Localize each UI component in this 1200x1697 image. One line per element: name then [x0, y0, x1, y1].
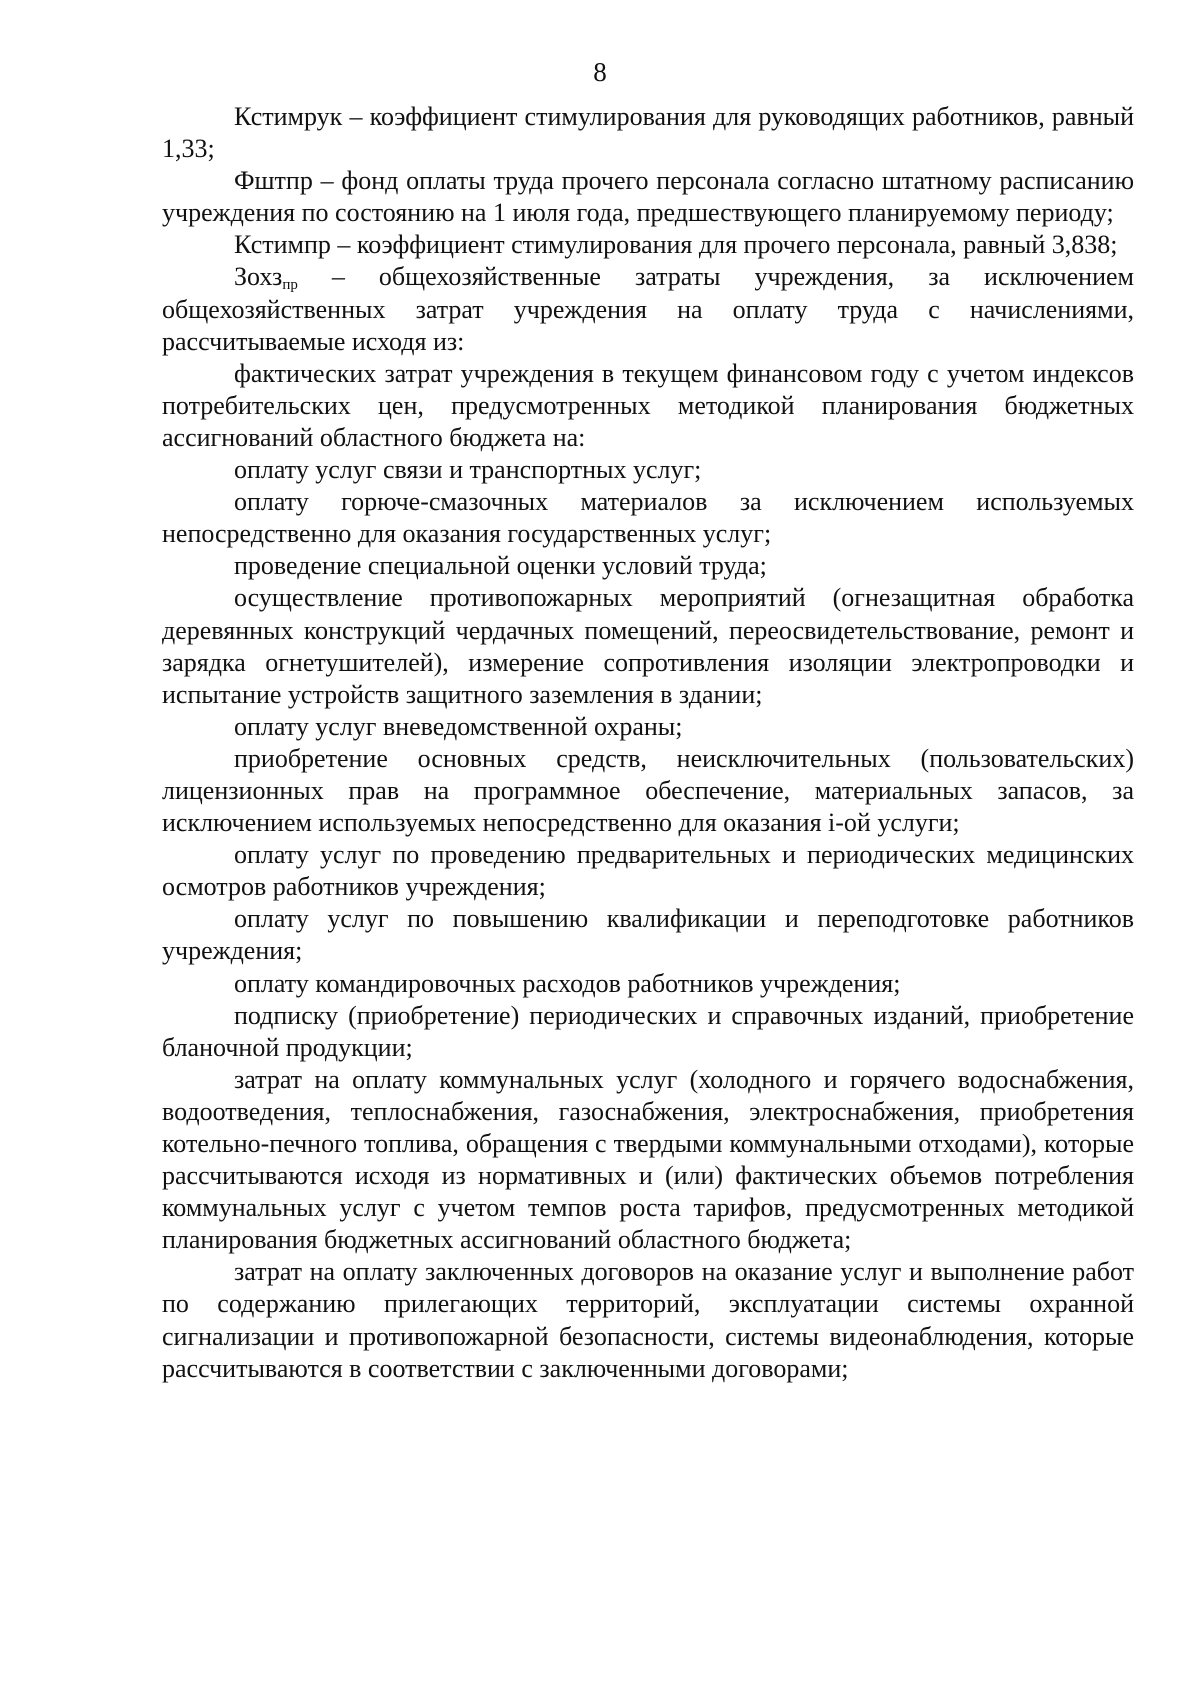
list-item-security: оплату услуг вневедомственной охраны; [234, 711, 683, 741]
list-item-labor-assessment: проведение специальной оценки условий труда; [234, 551, 767, 581]
list-item-fire-safety: осуществление противопожарных мероприятий (огнезащитная обработка деревянных конструкций чердачных помещений, переосвидетельствование, ремонт и зарядка огнетушителей), измерение сопротивления изоляции электропроводки и испытание устройств защитного заземления в здании; [162, 583, 1134, 709]
document-body [162, 101, 1134, 1385]
paragraph-fshtpr: Фштпр – фонд оплаты труда прочего персонала согласно штатному расписанию учреждения по состоянию на 1 июля года, предшествующего планируемому периоду; [162, 166, 1134, 228]
list-item-assets: приобретение основных средств, неисключительных (пользовательских) лицензионных прав на программное обеспечение, материальных запасов, за исключением используемых непосредственно для оказания i-ой услуги; [162, 743, 1134, 838]
paragraph-kstimpr: Кстимпр – коэффициент стимулирования для прочего персонала, равный 3,838; [234, 230, 1118, 260]
list-item-utilities: затрат на оплату коммунальных услуг (холодного и горячего водоснабжения, водоотведения, теплоснабжения, газоснабжения, электроснабжения, приобретения котельно-печного топлива, обращения с твердыми коммунальными отходами), которые рассчитываются исходя из нормативных и (или) фактических объемов потребления коммунальных услуг с учетом темпов роста тарифов, предусмотренных методикой планирования бюджетных ассигнований областного бюджета; [162, 1064, 1134, 1255]
list-item-medical: оплату услуг по проведению предварительных и периодических медицинских осмотров работников учреждения; [162, 840, 1134, 902]
paragraph-zohz [162, 261, 1134, 357]
page-number: 8 [593, 57, 607, 87]
formula-symbol: Зохз [234, 262, 283, 292]
paragraph-actual-costs: фактических затрат учреждения в текущем финансовом году с учетом индексов потребительских цен, предусмотренных методикой планирования бюджетных ассигнований областного бюджета на: [162, 358, 1134, 452]
formula-subscript: пр [282, 277, 298, 294]
list-item-subscription: подписку (приобретение) периодических и справочных изданий, приобретение бланочной продукции; [162, 1000, 1134, 1062]
list-item-travel: оплату командировочных расходов работников учреждения; [234, 968, 901, 998]
paragraph-zohz-text: – общехозяйственные затраты учреждения, за исключением общехозяйственных затрат учреждения на оплату труда с начислениями, рассчитываемые исходя из: [162, 262, 1134, 356]
list-item-fuel: оплату горюче-смазочных материалов за исключением используемых непосредственно для оказания государственных услуг; [162, 487, 1134, 549]
paragraph-kstimruk: Кстимрук – коэффициент стимулирования для руководящих работников, равный 1,33; [162, 102, 1134, 164]
list-item-training: оплату услуг по повышению квалификации и переподготовке работников учреждения; [162, 904, 1134, 966]
list-item-communication: оплату услуг связи и транспортных услуг; [234, 455, 702, 485]
list-item-contracts: затрат на оплату заключенных договоров на оказание услуг и выполнение работ по содержанию прилегающих территорий, эксплуатации системы охранной сигнализации и противопожарной безопасности, системы видеонаблюдения, которые рассчитываются в соответствии с заключенными договорами; [162, 1257, 1134, 1383]
